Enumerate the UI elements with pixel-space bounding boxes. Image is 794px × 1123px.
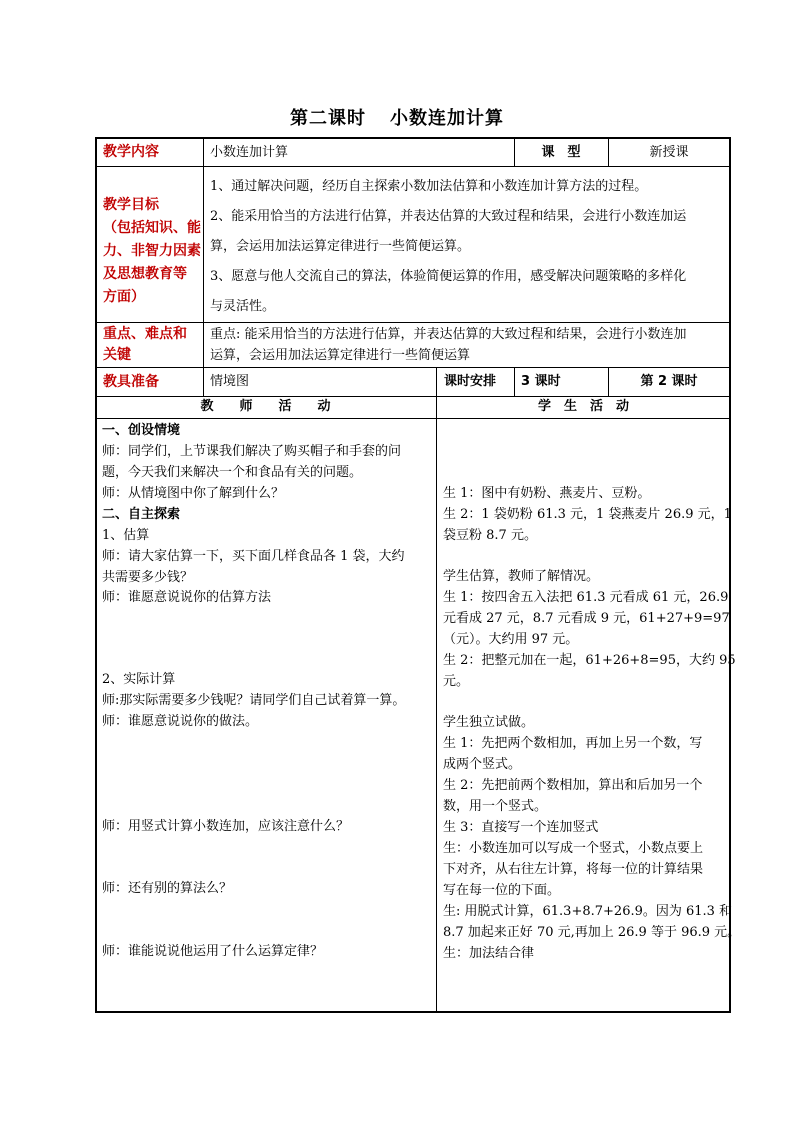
content-value: 小数连加计算 <box>210 145 289 160</box>
teacher-line: 师：谁愿意说说你的做法。 <box>102 714 259 729</box>
teacher-line: 师：同学们，上节课我们解决了购买帽子和手套的问 <box>102 444 402 459</box>
student-line: 生 2：1 袋奶粉 61.3 元，1 袋燕麦片 26.9 元，1 <box>443 507 732 522</box>
lesson-number: 第 2 课时 <box>640 374 698 389</box>
goals-text: 1、通过解决问题，经历自主探索小数加法估算和小数连加计算方法的过程。 2、能采用恰当的方法进行估算，并表达估算的大致过程和结果，会进行小数连加运 算，会运用加法运算定律进行一些简便运算。 3、愿意与他人交流自己的算法，体验简便运算的作用，感受解决问题策略的多样化 与灵活性。 <box>210 179 687 314</box>
teacher-section-heading: 二、自主探索 <box>102 507 181 522</box>
schedule-value: 3 课时 <box>521 374 561 389</box>
teacher-section-heading: 一、创设情境 <box>102 423 181 438</box>
teacher-line: 师：谁愿意说说你的估算方法 <box>102 590 272 605</box>
student-line: 生 2：先把前两个数相加，算出和后加另一个 <box>443 778 703 793</box>
tools-value: 情境图 <box>210 374 250 389</box>
student-line: 元看成 27 元，8.7 元看成 9 元，61+27+9=97 <box>443 611 730 626</box>
teacher-line: 2、实际计算 <box>102 672 176 687</box>
teacher-line: 师：谁能说说他运用了什么运算定律？ <box>102 944 324 959</box>
student-line: 袋豆粉 8.7 元。 <box>443 528 537 543</box>
student-line: （元）。大约用 97 元。 <box>443 632 579 647</box>
teacher-line: 师：用竖式计算小数连加，应该注意什么？ <box>102 819 350 834</box>
schedule-label: 课时安排 <box>444 374 497 389</box>
student-activity-header: 学 生 活 动 <box>537 399 629 414</box>
teacher-line: 师：还有别的算法么？ <box>102 881 233 896</box>
student-line: 学生独立试做。 <box>443 715 535 730</box>
student-line: 成两个竖式。 <box>443 757 522 772</box>
column-divider <box>436 367 437 1013</box>
goals-label: 教学目标 （包括知识、能 力、非智力因素 及思想教育等 方面） <box>103 197 201 305</box>
row-divider <box>95 166 731 167</box>
row-divider <box>95 367 731 368</box>
teacher-line: 题，今天我们来解决一个和食品有关的问题。 <box>102 465 363 480</box>
column-divider <box>514 367 515 396</box>
student-line: 学生估算，教师了解情况。 <box>443 569 600 584</box>
key-points-text: 重点: 能采用恰当的方法进行估算，并表达估算的大致过程和结果，会进行小数连加 运算，会运用加法运算定律进行一些简便运算 <box>210 327 687 363</box>
student-line: 生：小数连加可以写成一个竖式，小数点要上 <box>443 841 704 856</box>
student-line: 8.7 加起来正好 70 元,再加上 26.9 等于 96.9 元。 <box>443 925 741 940</box>
student-line: 生 3：直接写一个连加竖式 <box>443 820 599 835</box>
student-line: 生：加法结合律 <box>443 946 535 961</box>
student-line: 元。 <box>443 674 470 689</box>
student-line: 生 1：按四舍五入法把 61.3 元看成 61 元，26.9 <box>443 590 729 605</box>
teacher-line: 1、估算 <box>102 528 150 543</box>
row-divider <box>95 418 731 419</box>
lesson-type-label: 课 型 <box>541 145 581 160</box>
teacher-line: 共需要多少钱？ <box>102 570 194 585</box>
page-title: 第二课时 小数连加计算 <box>290 108 504 129</box>
student-line: 生 1：先把两个数相加，再加上另一个数，写 <box>443 736 703 751</box>
row-divider <box>95 322 731 323</box>
tools-label: 教具准备 <box>103 374 159 390</box>
student-line: 生 1：图中有奶粉、燕麦片、豆粉。 <box>443 486 651 501</box>
teacher-line: 师：请大家估算一下，买下面几样食品各 1 袋，大约 <box>102 549 405 564</box>
teacher-activity-header: 教 师 活 动 <box>200 399 331 414</box>
student-line: 下对齐，从右往左计算，将每一位的计算结果 <box>443 862 704 877</box>
lesson-type-value: 新授课 <box>649 145 689 160</box>
teacher-line: 师：从情境图中你了解到什么？ <box>102 486 285 501</box>
teacher-line: 师:那实际需要多少钱呢？请同学们自己试着算一算。 <box>102 693 406 708</box>
student-line: 生: 用脱式计算，61.3+8.7+26.9。因为 61.3 和 <box>443 904 733 919</box>
student-line: 写在每一位的下面。 <box>443 883 561 898</box>
content-label: 教学内容 <box>103 144 159 160</box>
student-line: 数，用一个竖式。 <box>443 799 548 814</box>
key-points-label: 重点、难点和 关键 <box>103 326 187 363</box>
student-line: 生 2：把整元加在一起，61+26+8=95，大约 95 <box>443 653 736 668</box>
column-divider <box>203 137 204 396</box>
